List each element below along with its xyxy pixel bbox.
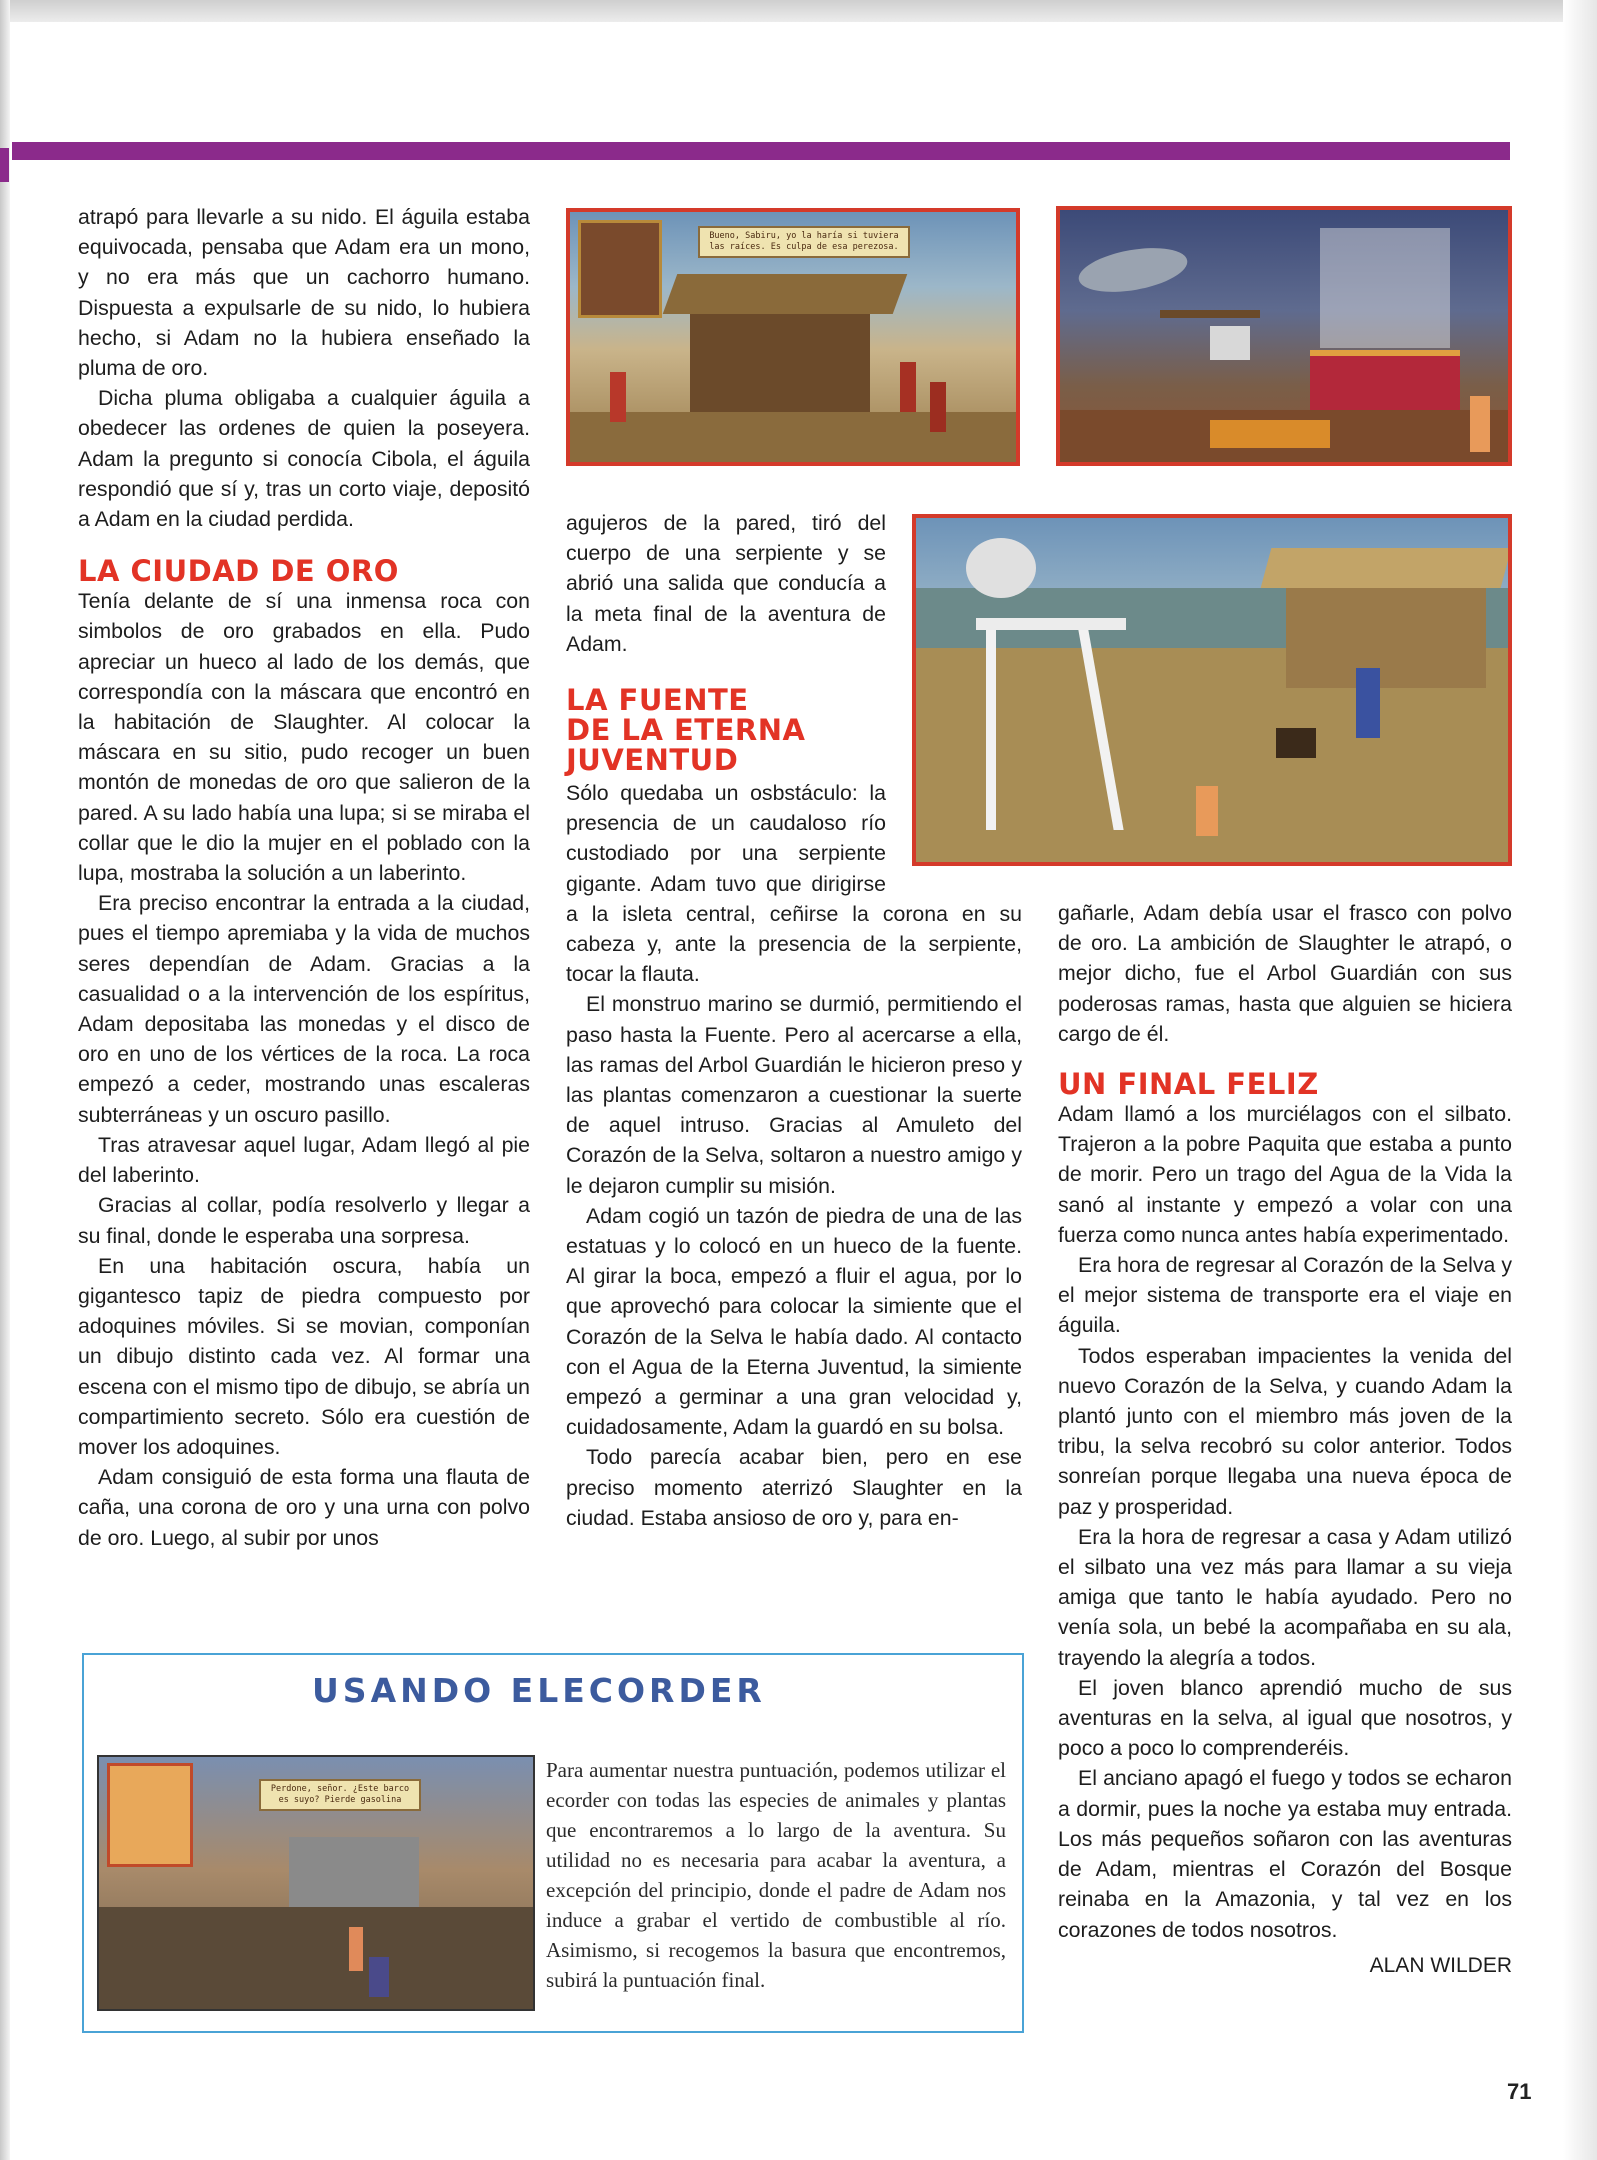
paragraph: En una habitación oscura, había un gigantesco tapiz de piedra compuesto por adoquines móviles. Si se movian, componían un dibujo distinto cada vez. Al formar una escena con el mismo tipo de dibujo, se abría un compartimiento secreto. Sólo era cuestión de mover los adoquines. — [78, 1253, 530, 1459]
paragraph: Adam consiguió de esta forma una flauta de caña, una corona de oro y una urna con polvo de oro. Luego, al subir por unos — [78, 1465, 530, 1550]
shelf — [1160, 310, 1260, 318]
boat-shed — [289, 1837, 419, 1907]
tower-platform — [976, 618, 1126, 630]
page-number: 71 — [1507, 2079, 1532, 2104]
player-character — [1196, 786, 1218, 836]
paragraph: El joven blanco aprendió mucho de sus aventuras en la selva, al igual que nosotros, y poco a poco lo comprenderéis. — [1058, 1675, 1512, 1761]
sidebar-box-ecorder — [82, 1653, 1024, 2033]
paragraph: Adam llamó a los murciélagos con el silbato. Trajeron a la pobre Paquita que estaba a punto de morir. Pero un trago del Agua de la Vida la sanó al instante y empezó a volar con una fuerza como nunca antes había experimentado. — [1058, 1102, 1512, 1247]
tower-leg — [986, 630, 996, 830]
computer — [1210, 326, 1250, 360]
paragraph: atrapó para llevarle a su nido. El águila estaba equivocada, pensaba que Adam era un mono, y no era más que un cachorro humano. Dispuesta a expulsarle de su nido, lo hubiera hecho, si Adam no la hubiera enseñado la pluma de oro. — [78, 205, 530, 381]
scan-right-edge — [1563, 0, 1597, 2160]
villager — [1356, 668, 1380, 738]
paragraph: agujeros de la pared, tiró del cuerpo de una serpiente y se abrió una salida que conducía a la meta final de la aventura de Adam. — [566, 511, 886, 656]
villager — [349, 1927, 363, 1971]
bed-canopy — [1320, 228, 1450, 348]
scan-binding-shadow — [0, 0, 10, 2160]
paragraph: El anciano apagó el fuego y todos se echaron a dormir, pues la noche ya estaba muy entrada. Los más pequeños soñaron con las aventuras de Adam, mientras el Corazón del Bosque reinaba en la Amazonia, y tal vez en los corazones de todos nosotros. — [1058, 1766, 1512, 1942]
villager — [610, 372, 626, 422]
villager — [930, 382, 946, 432]
column-2-lower — [566, 778, 1022, 1533]
page-edge-marker — [0, 148, 9, 182]
game-screenshot-bedroom — [1056, 206, 1512, 466]
scan-top-edge — [0, 0, 1597, 22]
paragraph: Sólo quedaba un osbstáculo: la presencia de un caudaloso río custodiado por una serpiente gigante. Adam tuvo que dirigirse a la isleta central, ceñirse la corona en su cabeza y, ante la presencia de la serpiente, tocar la flauta. — [566, 781, 1022, 987]
satellite-dish — [966, 538, 1036, 598]
hut-roof — [1261, 548, 1512, 588]
dock — [99, 1907, 535, 2011]
character-portrait — [578, 220, 662, 318]
villager — [900, 362, 916, 412]
paragraph: gañarle, Adam debía usar el frasco con polvo de oro. La ambición de Slaughter le atrapó, o mejor dicho, fue el Arbol Guardián con sus poderosas ramas, hasta que alguien se hiciera cargo de él. — [1058, 901, 1512, 1046]
paragraph: Tras atravesar aquel lugar, Adam llegó al pie del laberinto. — [78, 1132, 530, 1188]
paragraph: Adam cogió un tazón de piedra de una de las estatuas y lo colocó en un hueco de la fuente. Al girar la boca, empezó a fluir el agua, por lo que aprovechó para colocar la simiente que el Corazón de la Selva le había dado. Al contacto con el Agua de la Eterna Juventud, la simiente empezó a germinar a una gran velocidad y, cuidadosamente, Adam la guardó en su bolsa. — [566, 1203, 1022, 1440]
ground — [570, 412, 1020, 466]
campfire — [1276, 728, 1316, 758]
section-heading-final-feliz: UN FINAL FELIZ — [1058, 1067, 1319, 1102]
tiger-rug — [1210, 420, 1330, 448]
paragraph: Dicha pluma obligaba a cualquier águila a obedecer las ordenes de quien la poseyera. Adam la pregunto si conocía Cibola, el águila respondió que sí y, tras un corto viaje, depositó a Adam en la ciudad perdida. — [78, 386, 530, 532]
column-3 — [1058, 898, 1512, 1981]
hut-roof — [663, 274, 908, 314]
heading-line: JUVENTUD — [566, 743, 739, 778]
section-heading-ciudad-de-oro: LA CIUDAD DE ORO — [78, 554, 399, 589]
game-screenshot-camp — [912, 514, 1512, 866]
paragraph: Era la hora de regresar a casa y Adam utilizó el silbato una vez más para llamar a su vieja amiga que tanto le había ayudado. Pero no venía sola, un bebé la acompañaba en su ala, trayendo la alegría a todos. — [1058, 1524, 1512, 1670]
paragraph: Era hora de regresar al Corazón de la Selva y el mejor sistema de transporte era el viaje en águila. — [1058, 1253, 1512, 1338]
section-heading-fuente — [566, 683, 886, 778]
villager — [369, 1957, 389, 1997]
heading-line: LA FUENTE — [566, 683, 749, 718]
game-screenshot-village — [566, 208, 1020, 466]
character-portrait — [107, 1763, 193, 1867]
sidebar-title: USANDO ELECORDER — [312, 1671, 766, 1710]
paragraph: Todos esperaban impacientes la venida del nuevo Corazón de la Selva, y cuando Adam la plantó junto con el miembro más joven de la tribu, la selva recobró su color anterior. Todos sonreían porque llegaba una nueva época de paz y prosperidad. — [1058, 1343, 1512, 1519]
column-2-upper — [566, 508, 886, 778]
paragraph: Gracias al collar, podía resolverlo y llegar a su final, donde le esperaba una sorpresa. — [78, 1193, 530, 1248]
header-accent-bar — [12, 142, 1510, 160]
sidebar-text: Para aumentar nuestra puntuación, podemos utilizar el ecorder con todas las especies de animales y plantas que encontraremos a lo largo de la aventura. Su utilidad no es necesaria para acabar la aventura, a excepción del principio, donde el padre de Adam nos induce a grabar el vertido de combustible al río. Asimismo, si recogemos la basura que encontremos, subirá la puntuación final. — [546, 1758, 1006, 1992]
heading-line: DE LA ETERNA — [566, 713, 806, 748]
paragraph: Era preciso encontrar la entrada a la ciudad, pues el tiempo apremiaba y la vida de muchos seres dependían de Adam. Gracias a la casualidad o a la intervención de los espíritus, Adam depositaba las monedas y el disco de oro en uno de los vértices de la roca. La roca empezó a ceder, mostrando unas escaleras subterráneas y un oscuro pasillo. — [78, 891, 530, 1127]
dialog-box: Perdone, señor. ¿Este barco es suyo? Pierde gasolina — [259, 1779, 421, 1811]
paragraph: Tenía delante de sí una inmensa roca con simbolos de oro grabados en ella. Pudo apreciar un hueco al lado de los demás, que correspondía con la máscara que encontró en la habitación de Slaughter. Al colocar la máscara en su sitio, pudo recoger un buen montón de monedas de oro que salieron de la pared. A su lado había una lupa; si se miraba el collar que le dio la mujer en el poblado con la lupa, mostraba la solución a un laberinto. — [78, 589, 530, 886]
hut — [1286, 578, 1486, 688]
paragraph: Todo parecía acabar bien, pero en ese preciso momento aterrizó Slaughter en la ciudad. Estaba ansioso de oro y, para en- — [566, 1445, 1022, 1530]
paragraph: El monstruo marino se durmió, permitiendo el paso hasta la Fuente. Pero al acercarse a ella, las ramas del Arbol Guardián le hicieron preso y las plantas comenzaron a cuestionar la suerte de aquel intruso. Gracias al Amuleto del Corazón de la Selva, soltaron a nuestro amigo y le dejaron cumplir su misión. — [566, 992, 1022, 1198]
author-signature: ALAN WILDER — [1369, 1953, 1512, 1977]
column-1 — [78, 202, 530, 1553]
game-screenshot-dock — [97, 1755, 535, 2011]
shark-trophy — [1075, 241, 1190, 299]
player-character — [1470, 396, 1490, 452]
dialog-box: Bueno, Sabiru, yo la haría si tuviera las raíces. Es culpa de esa perezosa. — [698, 226, 910, 258]
